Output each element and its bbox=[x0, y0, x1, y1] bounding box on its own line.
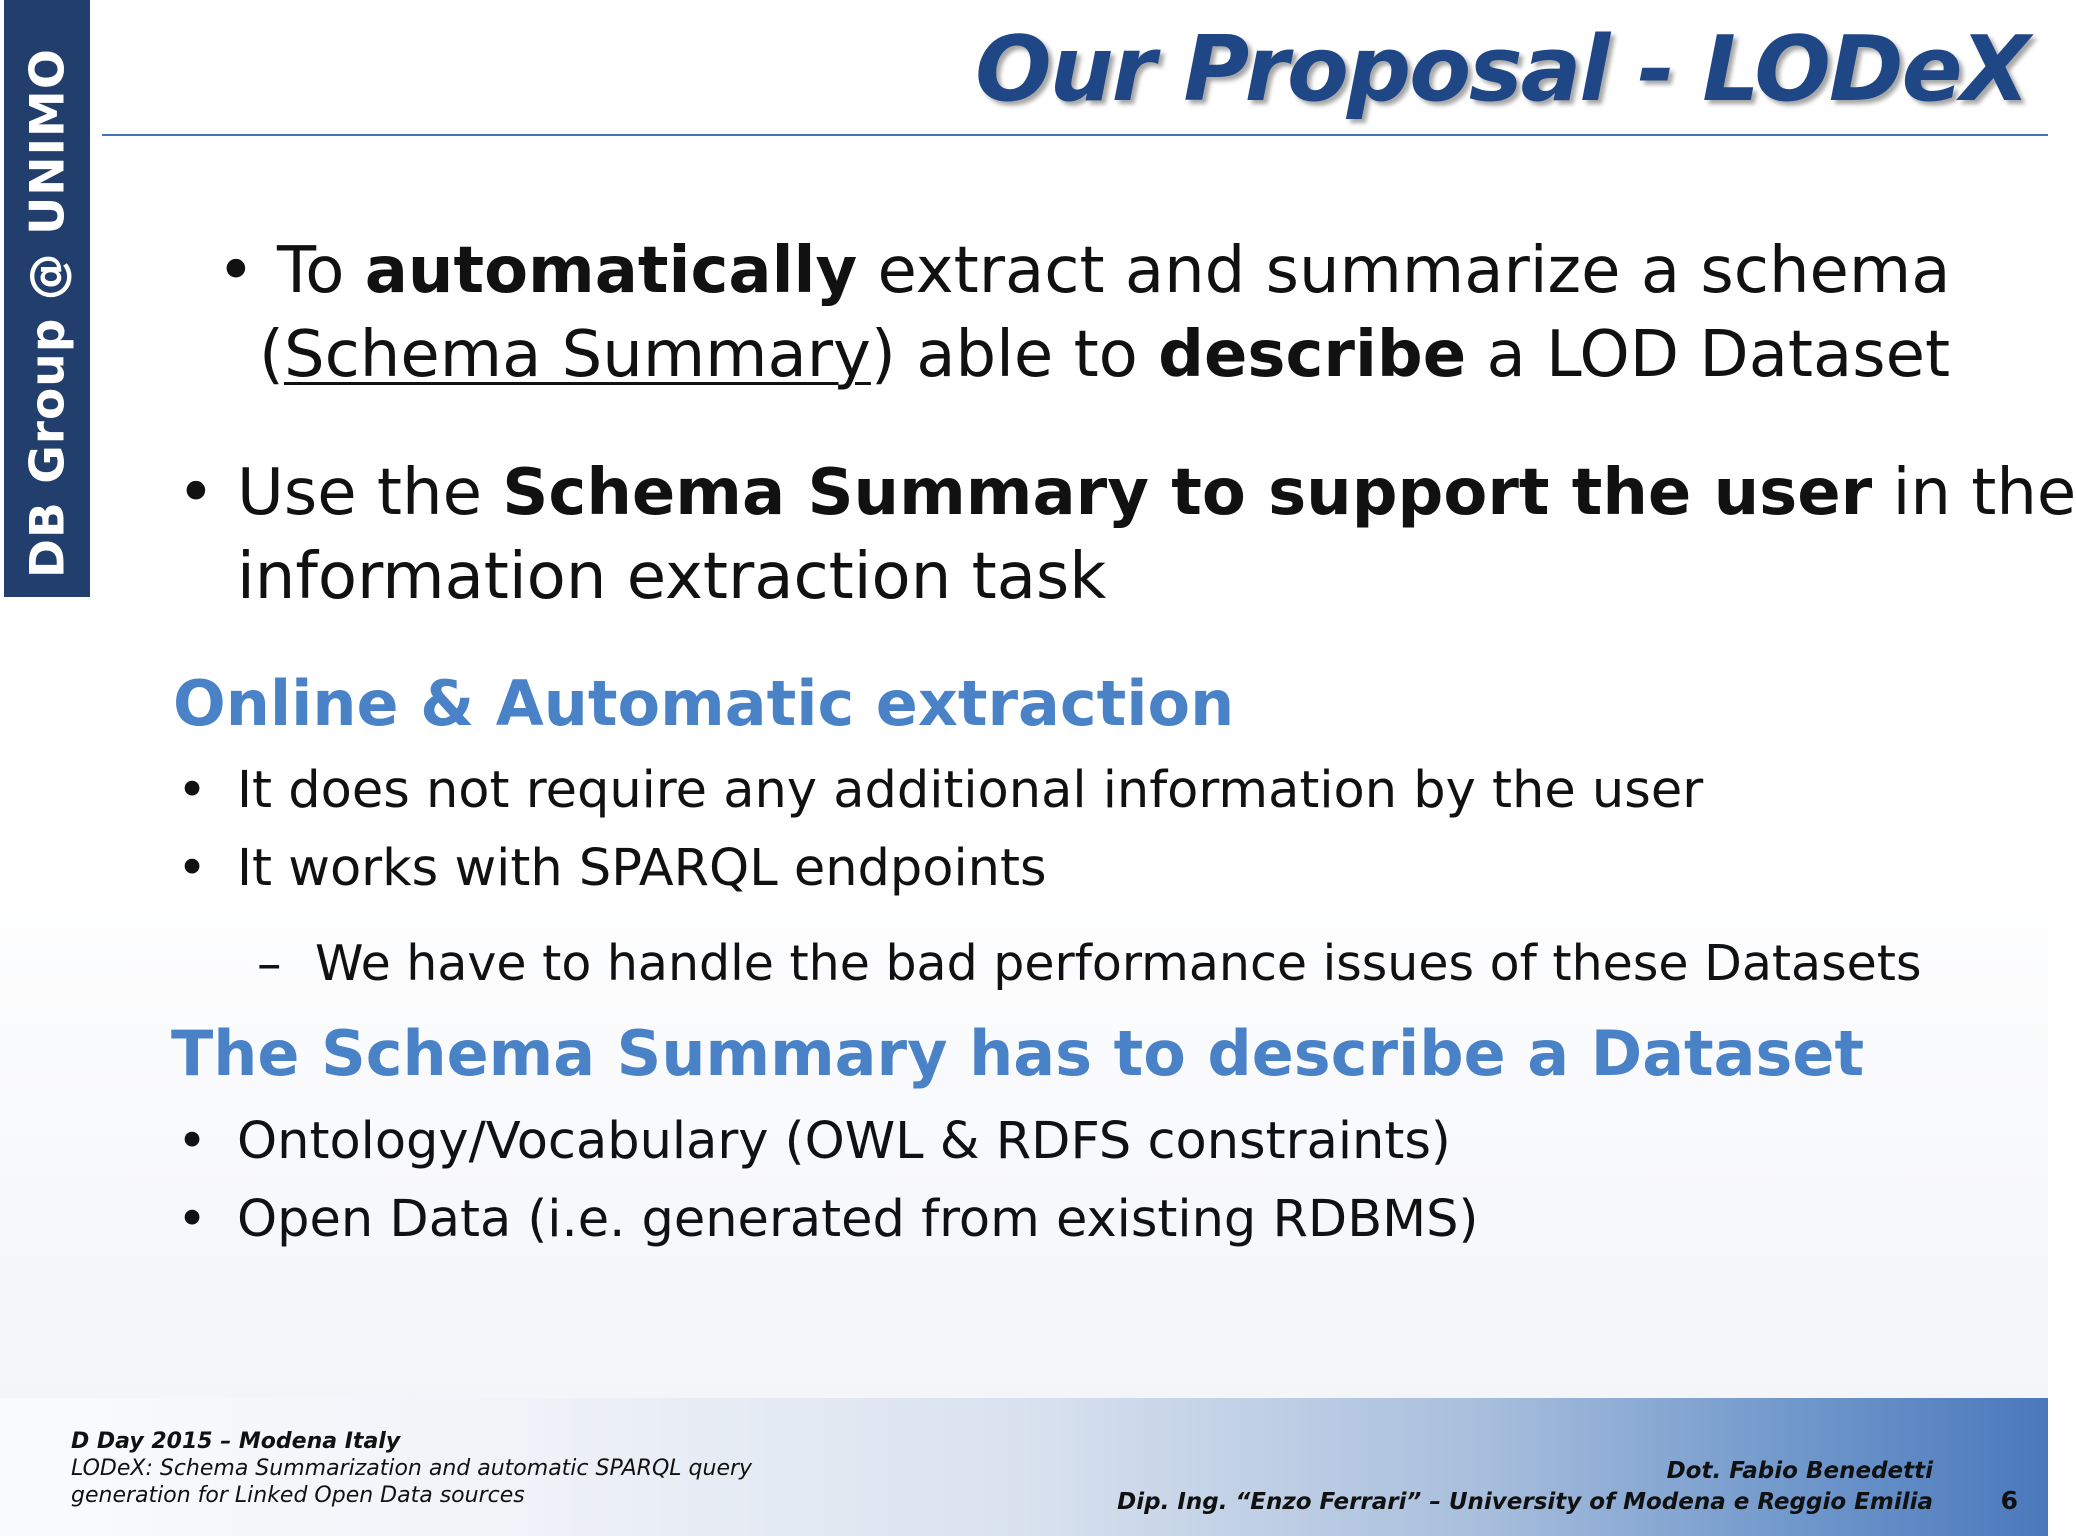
bullet-dot: • bbox=[177, 761, 208, 820]
page-number: 6 bbox=[2000, 1486, 2018, 1515]
bullet-dot: • bbox=[177, 1190, 208, 1249]
footer-author-info bbox=[1117, 1456, 1933, 1518]
dash-marker: – bbox=[257, 935, 282, 992]
bullet-text: a LOD Dataset bbox=[1466, 318, 1951, 392]
footer-author: Dot. Fabio Benedetti bbox=[1666, 1458, 1933, 1484]
bullet-text-bold: Schema Summary to support the user bbox=[502, 456, 1873, 530]
sub-list-item-text: We have to handle the bad performance issues of these Datasets bbox=[315, 935, 1922, 992]
bullet-text: Use the bbox=[237, 456, 503, 530]
bullet-dot: • bbox=[177, 456, 215, 530]
section-heading-schema-summary: The Schema Summary has to describe a Dataset bbox=[171, 1017, 1865, 1090]
bullet-text-bold: automatically bbox=[364, 234, 858, 308]
footer-affiliation: Dip. Ing. “Enzo Ferrari” – University of Modena e Reggio Emilia bbox=[1117, 1489, 1933, 1515]
bullet-support-user-cont bbox=[237, 535, 1106, 619]
slide-title: Our Proposal - LODeX bbox=[975, 17, 2028, 122]
bullet-text: in the bbox=[1872, 456, 2076, 530]
bullet-dot: • bbox=[177, 839, 208, 898]
bullet-text: information extraction task bbox=[237, 540, 1107, 614]
bullet-support-user bbox=[177, 451, 2076, 535]
bullet-dot: • bbox=[217, 234, 255, 308]
bullet-automatic-extraction-cont bbox=[259, 313, 1950, 397]
bullet-text-underlined: Schema Summary bbox=[283, 318, 871, 392]
title-divider bbox=[102, 134, 2048, 136]
list-item-text: It works with SPARQL endpoints bbox=[237, 839, 1047, 898]
list-item bbox=[177, 1112, 1451, 1171]
bullet-automatic-extraction bbox=[217, 229, 1951, 313]
bullet-text: ( bbox=[259, 318, 284, 392]
list-item-text: Ontology/Vocabulary (OWL & RDFS constraints) bbox=[237, 1112, 1451, 1171]
footer-paper-title-line2: generation for Linked Open Data sources bbox=[71, 1483, 525, 1508]
list-item bbox=[177, 1190, 1479, 1249]
bullet-text-bold: describe bbox=[1158, 318, 1467, 392]
list-item bbox=[177, 839, 1047, 898]
sidebar-label: DB Group @ UNIMO bbox=[20, 48, 76, 578]
list-item-text: Open Data (i.e. generated from existing RDBMS) bbox=[237, 1190, 1479, 1249]
footer-event-info bbox=[71, 1428, 752, 1509]
list-item bbox=[177, 761, 1704, 820]
sub-list-item bbox=[257, 935, 1922, 992]
bullet-text: extract and summarize a schema bbox=[857, 234, 1951, 308]
section-heading-online-extraction: Online & Automatic extraction bbox=[173, 667, 1235, 740]
list-item-text: It does not require any additional information by the user bbox=[237, 761, 1704, 820]
footer-event: D Day 2015 – Modena Italy bbox=[71, 1429, 401, 1454]
bullet-text: To bbox=[277, 234, 365, 308]
bullet-dot: • bbox=[177, 1112, 208, 1171]
bullet-text: ) able to bbox=[870, 318, 1159, 392]
footer-paper-title-line1: LODeX: Schema Summarization and automatic SPARQL query bbox=[71, 1456, 753, 1481]
